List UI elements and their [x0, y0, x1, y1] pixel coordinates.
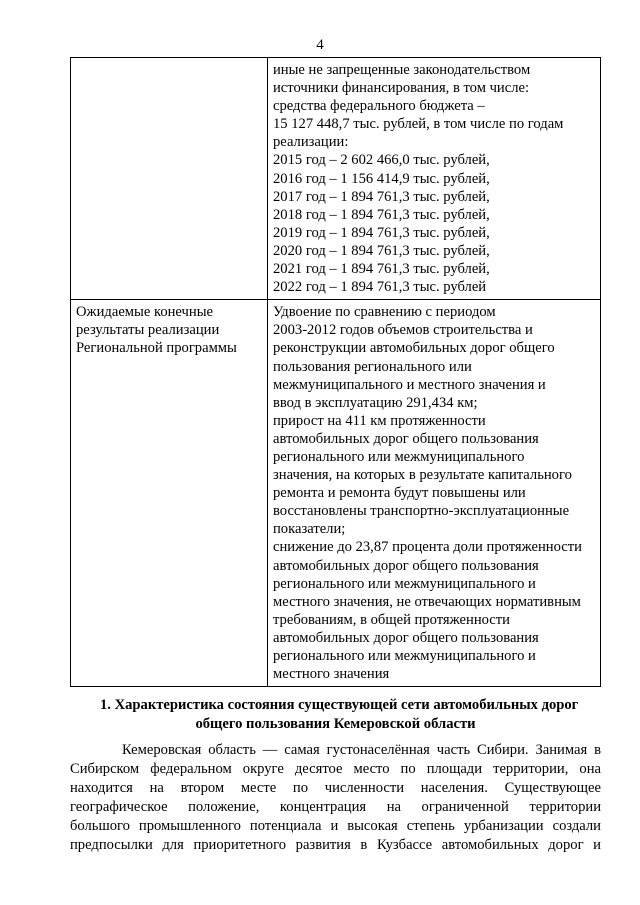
- row-value-cell: [268, 58, 601, 300]
- paragraph-line: географическое положение, концентрация на ограниченной территории: [70, 798, 601, 815]
- cell-text-line: регионального или межмуниципального и: [273, 575, 536, 592]
- cell-text-line: регионального или межмуниципального: [273, 448, 525, 465]
- cell-text-line: 2016 год – 1 156 414,9 тыс. рублей,: [273, 170, 490, 187]
- cell-text-line: 15 127 448,7 тыс. рублей, в том числе по годам: [273, 116, 564, 133]
- cell-text-line: 2015 год – 2 602 466,0 тыс. рублей,: [273, 152, 490, 169]
- section-heading: [70, 696, 601, 734]
- page-number: 4: [316, 37, 324, 53]
- cell-text-line: 2019 год – 1 894 761,3 тыс. рублей,: [273, 224, 490, 241]
- cell-text-line: реконструкции автомобильных дорог общего: [273, 340, 555, 357]
- table-row-financing-sources: [71, 58, 601, 300]
- paragraph-line: Сибирском федеральном округе десятое место по площади территории, она: [70, 760, 601, 777]
- cell-text-line: местного значения, не отвечающих нормативным: [273, 593, 581, 610]
- cell-text-line: снижение до 23,87 процента доли протяженности: [273, 539, 582, 556]
- cell-text-line: пользования регионального или: [273, 358, 472, 375]
- cell-text-line: Региональной программы: [76, 340, 237, 357]
- cell-text-line: реализации:: [273, 134, 349, 151]
- cell-text-line: 2018 год – 1 894 761,3 тыс. рублей,: [273, 206, 490, 223]
- cell-text-line: Удвоение по сравнению с периодом: [273, 304, 496, 321]
- section-heading-line: 1. Характеристика состояния существующей сети автомобильных дорог: [100, 697, 579, 713]
- cell-text-line: автомобильных дорог общего пользования: [273, 629, 539, 646]
- cell-text-line: межмуниципального и местного значения и: [273, 376, 546, 393]
- section-heading-line: общего пользования Кемеровской области: [195, 716, 476, 732]
- cell-text-line: 2022 год – 1 894 761,3 тыс. рублей: [273, 279, 487, 296]
- cell-text-line: 2021 год – 1 894 761,3 тыс. рублей,: [273, 261, 490, 278]
- cell-text-line: прирост на 411 км протяженности: [273, 412, 486, 429]
- cell-text-line: местного значения: [273, 666, 390, 683]
- paragraph-line: большого промышленного потенциала и высокая степень урбанизации создали: [70, 817, 601, 834]
- cell-text-line: результаты реализации: [76, 322, 220, 339]
- paragraph-line: Кемеровская область — самая густонаселённая часть Сибири. Занимая в: [122, 742, 601, 758]
- cell-text-line: требованиям, в общей протяженности: [273, 611, 510, 628]
- cell-text-line: регионального или межмуниципального и: [273, 648, 536, 664]
- paragraph-line: находится на втором месте по численности населения. Существующее: [70, 779, 601, 796]
- cell-text-line: показатели;: [273, 521, 346, 538]
- paragraph-line: предпосылки для приоритетного развития в Кузбассе автомобильных дорог и: [70, 836, 601, 853]
- cell-text-line: 2003-2012 годов объемов строительства и: [273, 322, 533, 339]
- cell-text-line: восстановлены транспортно-эксплуатационные: [273, 503, 570, 520]
- cell-text-line: 2017 год – 1 894 761,3 тыс. рублей,: [273, 188, 490, 205]
- cell-text-line: 2020 год – 1 894 761,3 тыс. рублей,: [273, 242, 490, 259]
- cell-text-line: автомобильных дорог общего пользования: [273, 430, 539, 447]
- row-value-cell: [268, 300, 601, 687]
- program-passport-table: [70, 57, 601, 687]
- section-paragraph: [70, 741, 601, 854]
- row-label-cell: [71, 58, 268, 300]
- row-label-cell: [71, 300, 268, 687]
- cell-text-line: иные не запрещенные законодательством: [273, 62, 531, 78]
- table-row-expected-results: [71, 300, 601, 687]
- cell-text-line: источники финансирования, в том числе:: [273, 80, 530, 97]
- cell-text-line: значения, на которых в результате капитального: [273, 467, 572, 484]
- cell-text-line: автомобильных дорог общего пользования: [273, 557, 539, 574]
- cell-text-line: Ожидаемые конечные: [76, 304, 213, 321]
- cell-text-line: ввод в эксплуатацию 291,434 км;: [273, 394, 478, 411]
- cell-text-line: ремонта и ремонта будут повышены или: [273, 485, 526, 502]
- cell-text-line: средства федерального бюджета –: [273, 98, 485, 115]
